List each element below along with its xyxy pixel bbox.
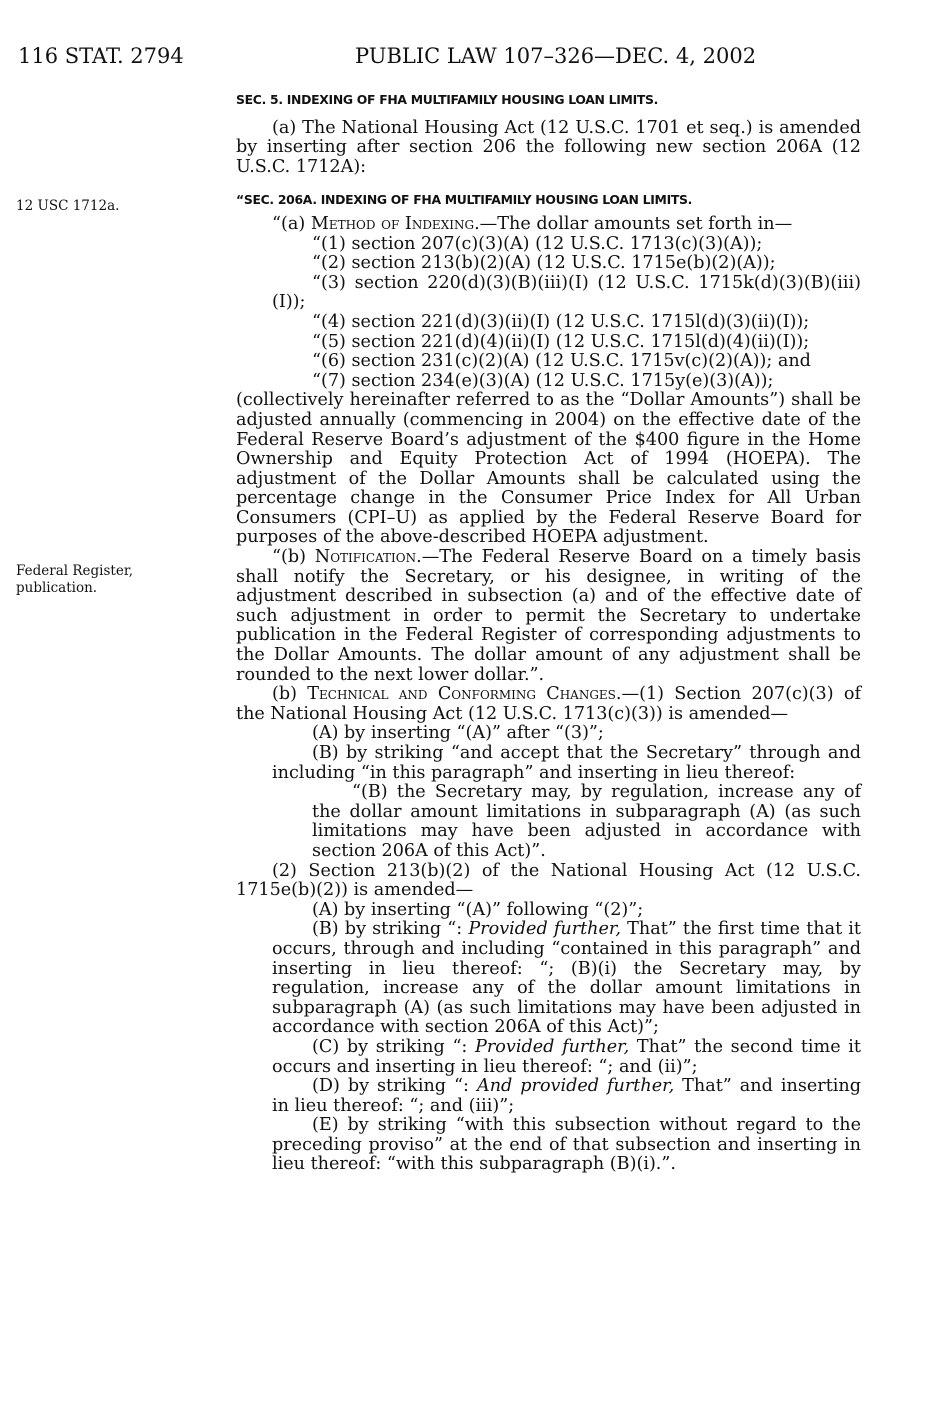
amendment-text: That” the first time that it occurs, through and including “contained in this paragraph” and inserting in lieu thereof: “; (B)(i) the Secretary may, by regulation, increase any of the dollar amount limitations in subparagraph (A) (as such limitations may have been adjusted in accordance with section 206A of this Act)”; bbox=[272, 919, 861, 1038]
amendment-italic: Provided further, bbox=[468, 919, 621, 940]
collective-paragraph: (collectively hereinafter referred to as the “Dollar Amounts”) shall be adjusted annually (commencing in 2004) on the effective date of the Federal Reserve Board’s adjustment of the $400 figure in the Home Ownership and Equity Protection Act of 1994 (HOEPA). The adjustment of the Dollar Amounts shall be calculated using the percentage change in the Consumer Price Index for All Urban Consumers (CPI–U) as applied by the Federal Reserve Board for purposes of the above-described HOEPA adjustment. bbox=[236, 390, 861, 548]
list-item: “(1) section 207(c)(3)(A) (12 U.S.C. 1713(c)(3)(A)); bbox=[312, 233, 763, 254]
amendment-italic: Provided further, bbox=[475, 1036, 630, 1057]
section-heading: SEC. 5. INDEXING OF FHA MULTIFAMILY HOUSING LOAN LIMITS. bbox=[236, 92, 659, 107]
paragraph-2: (2) Section 213(b)(2) of the National Housing Act (12 U.S.C. 1715e(b)(2)) is amended— bbox=[236, 860, 861, 901]
amendment-item: (E) by striking “with this subsection without regard to the preceding proviso” at the end of that subsection and inserting in lieu thereof: “with this subparagraph (B)(i).”. bbox=[272, 1115, 861, 1175]
amendment-item bbox=[236, 920, 861, 1038]
margin-note-line: publication. bbox=[16, 580, 98, 596]
subsection-a bbox=[236, 215, 861, 235]
amendment-text: (D) by striking “: bbox=[312, 1076, 477, 1097]
subsection-a-label: “(a) bbox=[272, 213, 311, 234]
technical-changes-label: (b) bbox=[272, 684, 308, 705]
margin-note-usc: 12 USC 1712a. bbox=[16, 198, 120, 214]
margin-note-federal-register bbox=[16, 563, 133, 597]
list-item: “(6) section 231(c)(2)(A) (12 U.S.C. 1715v(c)(2)(A)); and bbox=[312, 351, 811, 372]
amendment-text: That” the second time it occurs and inserting in lieu thereof: “; and (ii)”; bbox=[272, 1036, 861, 1077]
list-item: “(2) section 213(b)(2)(A) (12 U.S.C. 1715e(b)(2)(A)); bbox=[312, 253, 776, 274]
amendment-item: (A) by inserting “(A)” after “(3)”; bbox=[312, 723, 604, 744]
subsection-b-text: .—The Federal Reserve Board on a timely basis shall notify the Secretary, or his designee, in writing of the adjustment described in subsection (a) and of the effective date of such adjustment in order to permit the Secretary to undertake publication in the Federal Register of corresponding adjustments to the Dollar Amounts. The dollar amount of any adjustment shall be rounded to the next lower dollar.”. bbox=[236, 547, 862, 685]
list-item: “(4) section 221(d)(3)(ii)(I) (12 U.S.C. 1715l(d)(3)(ii)(I)); bbox=[312, 311, 810, 332]
amendment-text: (C) by striking “: bbox=[312, 1036, 476, 1057]
section-intro: (a) The National Housing Act (12 U.S.C. 1701 et seq.) is amended by inserting after section 206 the following new section 206A (12 U.S.C. 1712A): bbox=[236, 117, 861, 177]
list-item: “(3) section 220(d)(3)(B)(iii)(I) (12 U.S.C. 1715k(d)(3)(B)(iii)(I)); bbox=[272, 272, 861, 313]
amendment-text: (B) by striking “: bbox=[312, 919, 469, 940]
list-item: “(5) section 221(d)(4)(ii)(I) (12 U.S.C. 1715l(d)(4)(ii)(I)); bbox=[312, 331, 810, 352]
amendment-item bbox=[236, 1077, 861, 1116]
public-law-title: PUBLIC LAW 107–326—DEC. 4, 2002 bbox=[355, 44, 757, 68]
amendment-item: (A) by inserting “(A)” following “(2)”; bbox=[312, 899, 644, 920]
subsection-b-label: “(b) bbox=[272, 547, 315, 568]
subsection-a-text: .—The dollar amounts set forth in— bbox=[474, 213, 793, 234]
inserted-quote: “(B) the Secretary may, by regulation, increase any of the dollar amount limitations in subparagraph (A) (as such limitations may have been adjusted in accordance with section 206A of this Act)”. bbox=[312, 782, 861, 861]
technical-changes-title: Technical and Conforming Changes bbox=[307, 684, 616, 705]
amendment-item: (B) by striking “and accept that the Secretary” through and including “in this paragraph” and inserting in lieu thereof: bbox=[272, 743, 861, 783]
stat-page-number: 116 STAT. 2794 bbox=[18, 44, 184, 68]
list-item: “(7) section 234(e)(3)(A) (12 U.S.C. 1715y(e)(3)(A)); bbox=[312, 370, 774, 391]
amendment-text: That” and inserting in lieu thereof: “; and (iii)”; bbox=[272, 1076, 861, 1116]
amendment-item bbox=[236, 1038, 861, 1077]
amendment-italic: And provided further, bbox=[476, 1076, 675, 1097]
new-section-heading: “SEC. 206A. INDEXING OF FHA MULTIFAMILY HOUSING LOAN LIMITS. bbox=[236, 192, 693, 208]
law-body bbox=[236, 90, 861, 1175]
subsection-b bbox=[236, 548, 861, 685]
margin-note-line: Federal Register, bbox=[16, 563, 134, 579]
subsection-a-title: Method of Indexing bbox=[310, 213, 475, 234]
technical-changes-text: .—(1) Section 207(c)(3) of the National Housing Act (12 U.S.C. 1713(c)(3)) is amended— bbox=[236, 684, 861, 724]
subsection-b-title: Notification bbox=[314, 547, 417, 568]
technical-changes bbox=[236, 685, 861, 724]
